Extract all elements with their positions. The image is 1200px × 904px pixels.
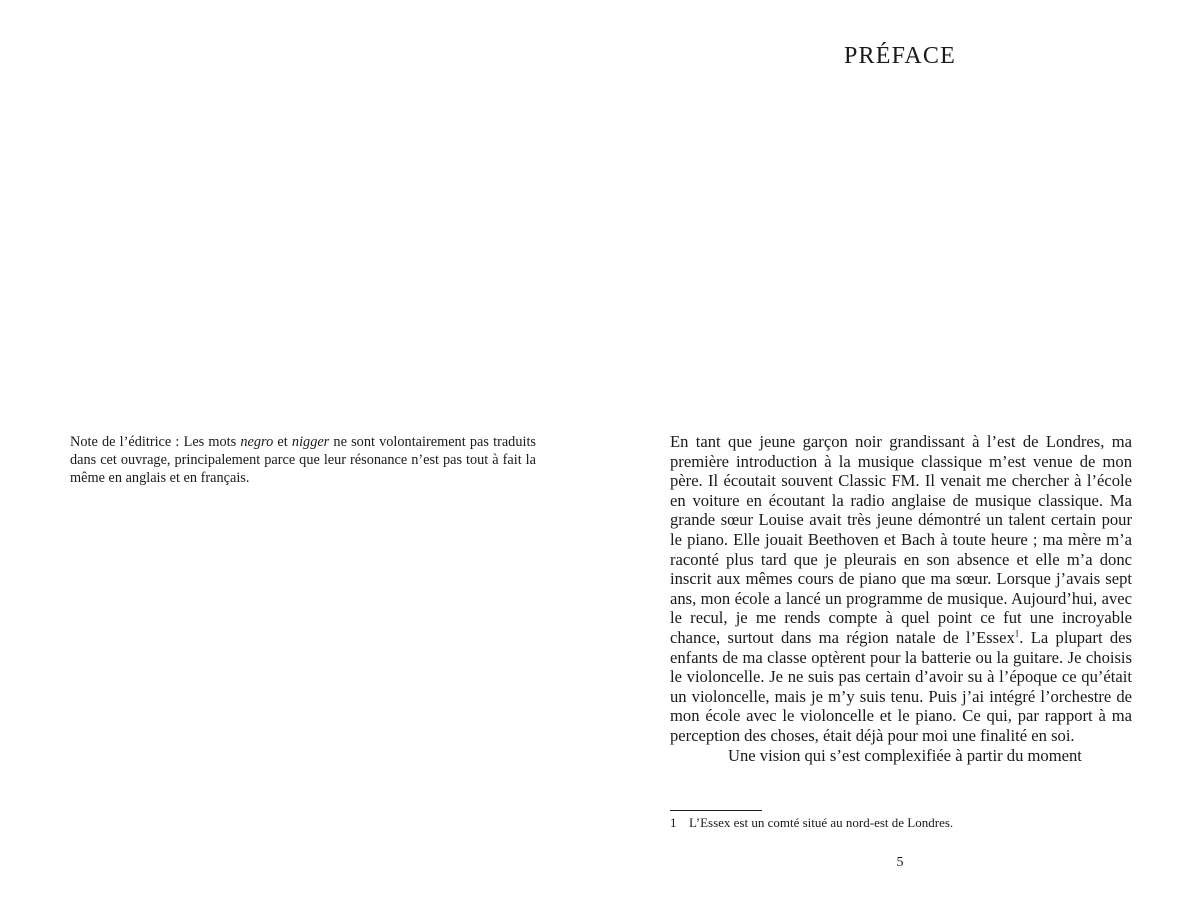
editor-note-word-nigger: nigger (291, 434, 330, 450)
editor-note-word-negro: negro (240, 434, 274, 450)
page-number-text: 5 (896, 855, 904, 870)
page-number (600, 854, 1200, 872)
paragraph-1-part-2: . La plupart des enfants de ma classe optèrent pour la batterie ou la guitare. Je choisis le violoncelle. Je ne suis pas certain d’avoir su à l’époque ce qu’était un violoncelle, mais je m’y suis tenu. Puis j’ai intégré l’orchestre de mon école avec le violoncelle et le piano. Ce qui, par rapport à ma perception des choses, était déjà pour moi une finalité en soi. (670, 627, 1133, 745)
footnote (670, 814, 1132, 831)
chapter-title (600, 41, 1200, 71)
right-page (600, 0, 1200, 904)
footnote-text: L’Essex est un comté situé au nord-est de Londres. (689, 815, 954, 830)
editor-note (70, 433, 536, 487)
footnote-separator (670, 810, 762, 811)
paragraph-2: Une vision qui s’est complexifiée à partir du moment (728, 745, 1082, 765)
editor-note-suffix: ne sont volontairement pas traduits dans cet ouvrage, principalement parce que leur résonance n’est pas tout à fait la même en anglais et en français. (70, 434, 536, 486)
body-text (670, 432, 1132, 765)
chapter-title-text: PRÉFACE (844, 43, 956, 69)
editor-note-between: et (273, 434, 292, 450)
footnote-number: 1 (670, 815, 677, 830)
paragraph-1 (670, 432, 1132, 746)
footnote-reference[interactable]: 1 (1014, 628, 1020, 639)
editor-note-prefix: Note de l’éditrice : Les mots (70, 434, 241, 450)
paragraph-1-part-1: En tant que jeune garçon noir grandissant à l’est de Londres, ma première introduction à la musique classique m’est venue de mon père. Il écoutait souvent Classic FM. Il venait me chercher à l’école en voiture en écoutant la radio anglaise de musique classique. Ma grande sœur Louise avait très jeune démontré un talent certain pour le piano. Elle jouait Beethoven et Bach à toute heure ; ma mère m’a raconté plus tard que je pleurais en son absence et elle m’a donc inscrit aux mêmes cours de piano que ma sœur. Lorsque j’avais sept ans, mon école a lancé un programme de musique. Aujourd’hui, avec le recul, je me rends compte à quel point ce fut une incroyable chance, surtout dans ma région natale de l’Essex (670, 432, 1132, 647)
